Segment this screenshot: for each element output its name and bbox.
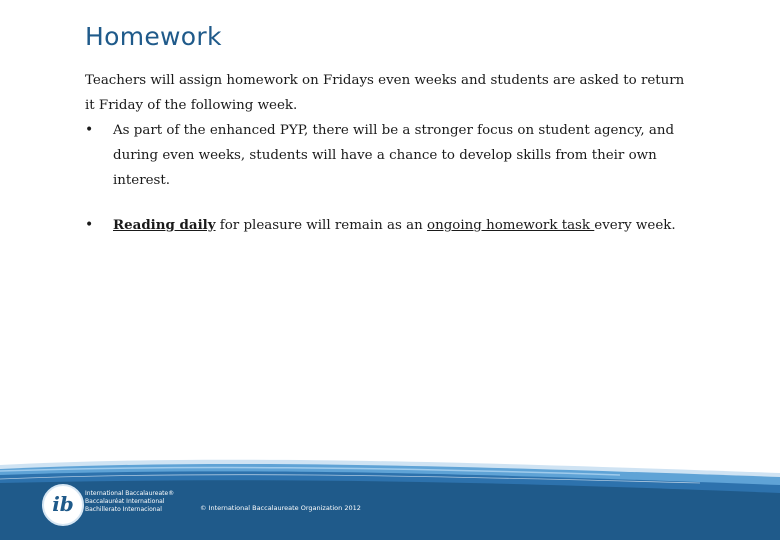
bullet-text: As part of the enhanced PYP, there will be a stronger focus on student agency, and during even weeks, students will have a chance to develop skills from their own interest. [113, 123, 675, 188]
bullet-icon: • [85, 122, 94, 138]
org-name-es: Bachillerato Internacional [85, 506, 162, 513]
organization-names [85, 490, 174, 514]
org-name-fr: Baccalauréat International [85, 498, 165, 505]
bullet-icon: • [85, 217, 94, 233]
copyright-notice: © International Baccalaureate Organization 2012 [200, 504, 361, 512]
bullet-text-end: every week. [594, 218, 676, 233]
bullet-text: for pleasure will remain as an [215, 218, 428, 233]
intro-paragraph: Teachers will assign homework on Fridays even weeks and students are asked to return it Friday of the following week. [85, 73, 685, 113]
slide-body [85, 68, 695, 238]
ib-logo-icon: ib [42, 484, 84, 526]
underlined-text: ongoing homework task [427, 218, 595, 233]
bullet-list [85, 118, 695, 238]
bullet-item [85, 118, 695, 193]
slide-title: Homework [85, 22, 222, 51]
emphasis-text: Reading daily [113, 217, 216, 233]
org-name-en: International Baccalaureate® [85, 490, 175, 497]
bullet-item [85, 213, 695, 238]
